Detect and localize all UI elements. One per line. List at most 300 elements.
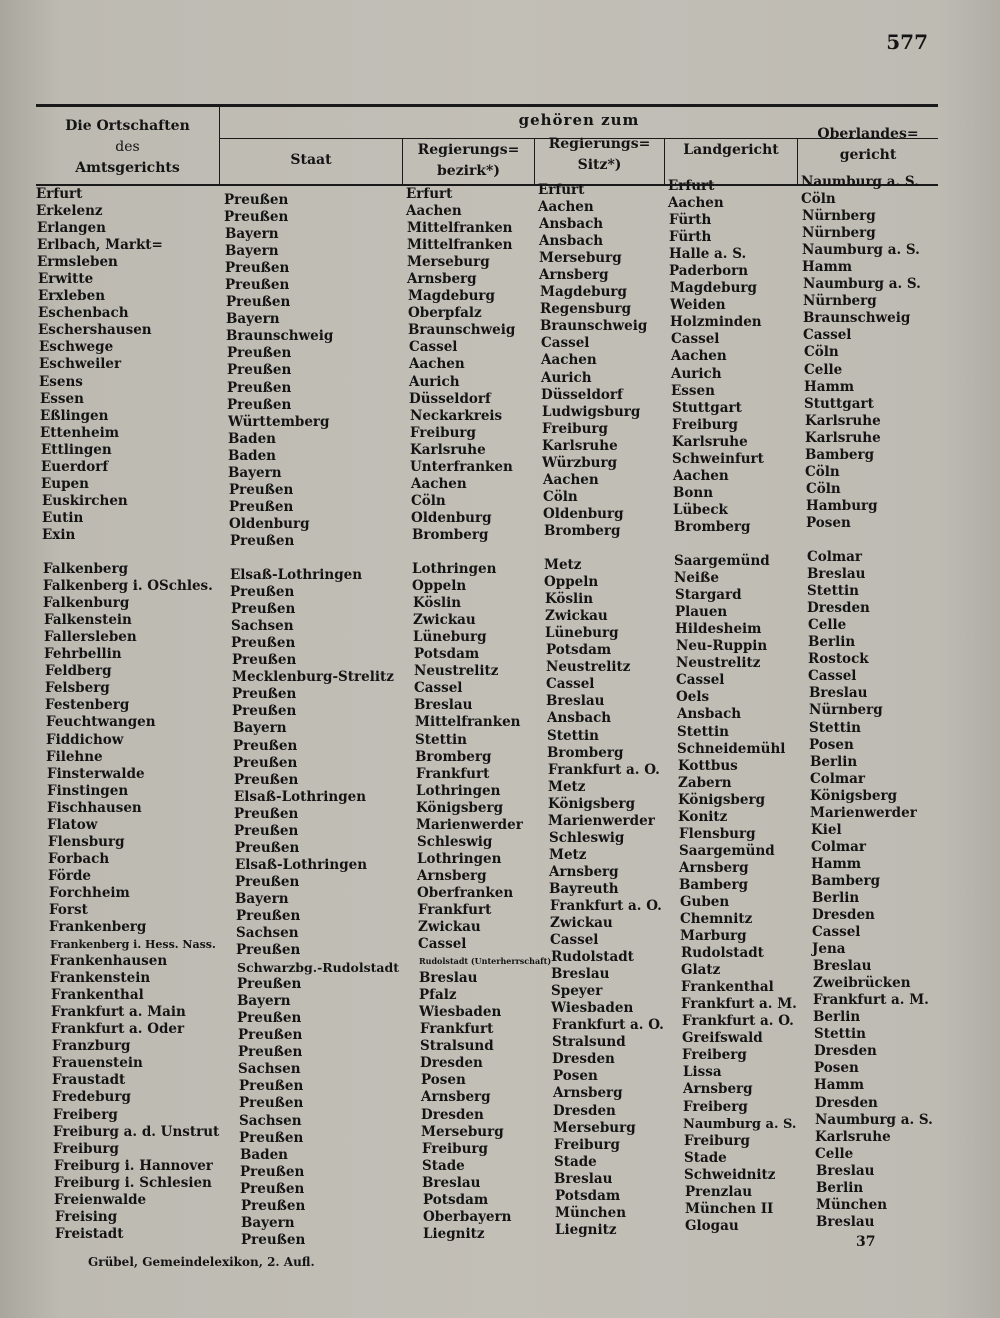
place-cell: Frankfurt a. Oder — [51, 1021, 185, 1038]
staat-cell: Preußen — [232, 686, 297, 703]
reg-sitz-cell: Köslin — [545, 591, 594, 608]
olg-cell: Zweibrücken — [813, 975, 911, 992]
reg-bezirk-cell: Merseburg — [421, 1123, 504, 1140]
olg-cell: Cassel — [812, 924, 861, 941]
reg-sitz-cell: Merseburg — [539, 250, 622, 267]
staat-cell: Bayern — [241, 1214, 295, 1231]
reg-bezirk-cell: Breslau — [414, 697, 473, 714]
reg-bezirk-cell: Karlsruhe — [410, 441, 486, 458]
landgericht-cell: Lübeck — [673, 501, 728, 518]
place-cell: Erlbach, Markt= — [37, 237, 163, 254]
reg-sitz-cell: Braunschweig — [540, 318, 648, 335]
olg-cell: Bamberg — [805, 446, 875, 463]
landgericht-cell: Konitz — [678, 808, 728, 825]
reg-sitz-cell: Stralsund — [552, 1034, 626, 1051]
reg-sitz-cell: Bromberg — [544, 522, 621, 539]
reg-bezirk-cell: Marienwerder — [416, 816, 523, 833]
place-cell: Eschenbach — [38, 305, 129, 322]
staat-cell: Preußen — [238, 1044, 303, 1061]
reg-bezirk-cell: Lothringen — [412, 561, 497, 578]
olg-cell: Hamm — [804, 378, 855, 395]
reg-bezirk-cell: Mittelfranken — [415, 714, 521, 731]
landgericht-cell: Königsberg — [678, 791, 766, 808]
olg-cell: Cassel — [803, 327, 852, 344]
header-ortschaften-line1: Die Ortschaften — [65, 118, 190, 134]
place-cell: Förde — [48, 867, 91, 884]
landgericht-cell: Stuttgart — [672, 399, 742, 416]
place-cell: Freiburg i. Hannover — [54, 1157, 213, 1174]
reg-sitz-cell: Stade — [554, 1153, 597, 1170]
landgericht-cell: München II — [685, 1200, 774, 1217]
reg-sitz-cell: Cassel — [546, 676, 595, 693]
staat-cell: Preußen — [225, 260, 290, 277]
place-cell: Eutin — [42, 509, 84, 526]
staat-cell: Bayern — [235, 890, 289, 907]
reg-bezirk-cell: Mittelfranken — [407, 220, 513, 237]
landgericht-cell: Freiberg — [682, 1047, 747, 1064]
reg-bezirk-cell: Bromberg — [415, 748, 492, 765]
reg-sitz-cell: München — [555, 1204, 627, 1221]
reg-bezirk-cell: Magdeburg — [408, 288, 495, 305]
staat-cell: Preußen — [231, 601, 296, 618]
place-cell: Felsberg — [45, 680, 110, 697]
reg-bezirk-cell: Pfalz — [419, 987, 457, 1004]
landgericht-cell: Arnsberg — [683, 1081, 753, 1098]
place-cell: Feldberg — [45, 663, 112, 680]
reg-bezirk-cell: Neckarkreis — [410, 407, 503, 424]
reg-bezirk-cell: Oberpfalz — [408, 305, 482, 322]
staat-cell: Preußen — [234, 771, 299, 788]
olg-cell: Breslau — [807, 566, 866, 583]
olg-cell: Jena — [812, 941, 846, 958]
reg-sitz-cell: Karlsruhe — [542, 437, 618, 454]
place-cell: Finsterwalde — [47, 765, 145, 782]
landgericht-cell: Arnsberg — [679, 859, 749, 876]
landgericht-cell: Fürth — [669, 229, 712, 246]
reg-bezirk-cell: Breslau — [419, 970, 478, 987]
staat-cell: Preußen — [239, 1129, 304, 1146]
olg-cell: Stettin — [807, 583, 859, 600]
reg-bezirk-cell: Erfurt — [406, 186, 453, 202]
reg-bezirk-cell: Unterfranken — [410, 458, 513, 475]
landgericht-cell: Holzminden — [670, 314, 762, 331]
reg-sitz-cell: Frankfurt a. O. — [548, 761, 660, 778]
reg-bezirk-cell: Posen — [421, 1072, 466, 1089]
place-cell: Fraustadt — [52, 1072, 126, 1089]
staat-cell: Preußen — [233, 737, 298, 754]
olg-cell: Nürnberg — [809, 702, 883, 719]
place-cell: Ettlingen — [41, 441, 112, 458]
header-landgericht: Landgericht — [683, 142, 779, 158]
staat-cell: Braunschweig — [226, 328, 334, 345]
landgericht-cell: Neiße — [674, 570, 719, 587]
landgericht-cell: Ansbach — [677, 706, 742, 723]
reg-sitz-cell: Cassel — [550, 932, 599, 949]
place-cell: Fischhausen — [47, 799, 142, 816]
reg-bezirk-cell: Köslin — [413, 595, 462, 612]
header-staat: Staat — [290, 152, 332, 168]
olg-cell: Colmar — [810, 770, 866, 787]
reg-sitz-cell: Breslau — [546, 693, 605, 710]
place-cell: Festenberg — [45, 697, 130, 714]
landgericht-cell: Frankfurt a. O. — [682, 1013, 794, 1030]
staat-cell: Preußen — [227, 379, 292, 396]
olg-cell: Dresden — [815, 1094, 878, 1111]
place-cell: Ermsleben — [37, 254, 118, 271]
reg-sitz-cell: Frankfurt a. O. — [552, 1017, 664, 1034]
landgericht-cell: Karlsruhe — [672, 433, 748, 450]
landgericht-cell: Essen — [671, 382, 715, 399]
reg-bezirk-cell: Freiburg — [422, 1140, 488, 1157]
reg-bezirk-cell: Cassel — [409, 339, 458, 356]
reg-sitz-cell: Regensburg — [540, 301, 632, 318]
landgericht-cell: Marburg — [680, 928, 747, 945]
olg-cell: Hamm — [802, 259, 853, 276]
reg-sitz-cell: Neustrelitz — [546, 659, 631, 676]
staat-cell: Baden — [240, 1146, 289, 1163]
olg-cell: Celle — [804, 361, 843, 378]
landgericht-cell: Cassel — [676, 672, 725, 689]
place-cell: Eupen — [41, 475, 89, 492]
place-cell: Eßlingen — [40, 407, 109, 424]
landgericht-cell: Bonn — [673, 484, 714, 501]
reg-sitz-cell: Ansbach — [539, 216, 604, 233]
reg-bezirk-cell: Lothringen — [417, 850, 502, 867]
header-reg-sitz — [535, 134, 664, 176]
header-olg-line1: Oberlandes= — [817, 126, 919, 142]
place-cell: Essen — [40, 390, 84, 407]
reg-sitz-cell: Aurich — [541, 369, 592, 386]
reg-sitz-cell: Aachen — [538, 199, 594, 216]
reg-bezirk-cell: Potsdam — [414, 646, 480, 663]
reg-bezirk-cell: Düsseldorf — [409, 390, 491, 407]
olg-cell: Nürnberg — [802, 225, 876, 242]
reg-sitz-cell: Königsberg — [548, 795, 636, 812]
reg-sitz-cell: Potsdam — [555, 1187, 621, 1204]
staat-cell: Bayern — [226, 311, 280, 328]
staat-cell: Bayern — [228, 464, 282, 481]
reg-sitz-cell: Potsdam — [546, 642, 612, 659]
reg-sitz-cell: Breslau — [554, 1170, 613, 1187]
reg-bezirk-cell: Zwickau — [413, 612, 476, 629]
olg-cell: Breslau — [813, 958, 872, 975]
reg-sitz-cell: Oppeln — [544, 574, 599, 591]
staat-cell: Preußen — [227, 345, 292, 362]
place-cell: Exin — [42, 526, 76, 543]
olg-cell: Celle — [815, 1145, 854, 1162]
olg-cell: Cöln — [805, 463, 840, 480]
staat-cell: Sachsen — [231, 618, 294, 635]
place-cell: Ettenheim — [40, 424, 119, 441]
landgericht-cell: Neu-Ruppin — [676, 638, 768, 655]
reg-bezirk-cell: Arnsberg — [407, 271, 477, 288]
olg-cell: Naumburg a. S. — [803, 276, 921, 293]
column-staat — [224, 192, 404, 1249]
olg-cell: Stettin — [814, 1026, 866, 1043]
olg-cell: Posen — [809, 736, 854, 753]
place-cell: Eschweiler — [39, 356, 122, 373]
staat-cell: Elsaß-Lothringen — [235, 856, 368, 873]
landgericht-cell: Weiden — [670, 297, 726, 314]
olg-cell — [801, 532, 941, 549]
landgericht-cell: Frankenthal — [681, 979, 774, 996]
reg-sitz-cell: Zwickau — [545, 608, 608, 625]
reg-sitz-cell: Posen — [553, 1068, 598, 1085]
olg-cell: Colmar — [811, 838, 867, 855]
reg-bezirk-cell: Bromberg — [412, 526, 489, 543]
header-reg-bezirk-line1: Regierungs= — [417, 142, 520, 158]
reg-sitz-cell: Dresden — [552, 1051, 615, 1068]
olg-cell: Naumburg a. S. — [801, 174, 919, 190]
staat-cell: Sachsen — [236, 925, 299, 942]
reg-bezirk-cell: Aurich — [409, 373, 460, 390]
place-cell: Erlangen — [37, 220, 106, 237]
staat-cell: Preußen — [225, 277, 290, 294]
reg-sitz-cell: Bromberg — [547, 744, 624, 761]
olg-cell: Cöln — [806, 480, 841, 497]
olg-cell: Berlin — [808, 634, 856, 651]
olg-cell: Berlin — [813, 1009, 861, 1026]
staat-cell: Preußen — [229, 498, 294, 515]
reg-bezirk-cell: Stade — [422, 1157, 465, 1174]
reg-sitz-cell: Ludwigsburg — [542, 403, 641, 420]
reg-bezirk-cell: Aachen — [409, 356, 465, 373]
staat-cell: Preußen — [227, 396, 292, 413]
landgericht-cell: Erfurt — [668, 178, 715, 194]
staat-cell: Sachsen — [239, 1112, 302, 1129]
olg-cell: Dresden — [807, 600, 870, 617]
olg-cell: Posen — [806, 514, 851, 531]
staat-cell: Preußen — [234, 822, 299, 839]
place-cell: Forchheim — [49, 884, 130, 901]
reg-bezirk-cell: Schleswig — [417, 833, 493, 850]
header-reg-bezirk-line2: bezirk*) — [437, 163, 500, 179]
place-cell: Feuchtwangen — [46, 714, 156, 731]
olg-cell: Berlin — [816, 1179, 864, 1196]
olg-cell: Breslau — [809, 685, 868, 702]
olg-cell: Berlin — [812, 889, 860, 906]
reg-bezirk-cell: Aachen — [411, 475, 467, 492]
olg-cell: Nürnberg — [803, 293, 877, 310]
reg-bezirk-cell: Stralsund — [420, 1038, 494, 1055]
place-cell: Erfurt — [36, 186, 83, 202]
reg-sitz-cell: Speyer — [551, 983, 603, 1000]
reg-bezirk-cell: Frankfurt — [420, 1021, 494, 1038]
olg-cell: Berlin — [810, 753, 858, 770]
reg-sitz-cell: Ansbach — [539, 233, 604, 250]
olg-cell: Hamm — [814, 1077, 865, 1094]
olg-cell: Dresden — [812, 907, 875, 924]
column-ortschaften — [36, 186, 220, 1243]
olg-cell: Colmar — [807, 549, 863, 566]
place-cell: Erxleben — [38, 288, 106, 305]
staat-cell: Preußen — [235, 839, 300, 856]
staat-cell: Bayern — [225, 226, 279, 243]
landgericht-cell: Greifswald — [682, 1030, 763, 1047]
reg-sitz-cell: Magdeburg — [540, 284, 627, 301]
place-cell: Filehne — [46, 748, 103, 765]
landgericht-cell: Aachen — [671, 348, 727, 365]
landgericht-cell: Naumburg a. S. — [683, 1116, 797, 1132]
reg-bezirk-cell: Potsdam — [423, 1191, 489, 1208]
olg-cell: Karlsruhe — [805, 429, 881, 446]
place-cell: Finstingen — [47, 782, 129, 799]
reg-sitz-cell: Liegnitz — [555, 1221, 617, 1238]
place-cell: Frankenhausen — [50, 953, 168, 970]
olg-cell: Posen — [814, 1060, 859, 1077]
landgericht-cell: Neustrelitz — [676, 655, 761, 672]
reg-bezirk-cell: Frankfurt — [418, 901, 492, 918]
reg-sitz-cell: Aachen — [543, 471, 599, 488]
staat-cell: Preußen — [237, 976, 302, 993]
header-reg-bezirk — [403, 140, 534, 182]
reg-sitz-cell: Düsseldorf — [541, 386, 623, 403]
place-cell: Forbach — [48, 850, 110, 867]
olg-cell: Breslau — [816, 1162, 875, 1179]
landgericht-cell: Schweinfurt — [672, 450, 764, 467]
landgericht-cell: Frankfurt a. M. — [681, 996, 797, 1013]
reg-sitz-cell: Dresden — [553, 1102, 616, 1119]
landgericht-cell: Glogau — [685, 1217, 739, 1234]
olg-cell: Nürnberg — [802, 208, 876, 225]
landgericht-cell: Lissa — [683, 1064, 722, 1081]
reg-sitz-cell: Zwickau — [550, 915, 613, 932]
staat-cell: Preußen — [224, 192, 289, 208]
reg-sitz-cell: Metz — [544, 557, 582, 574]
reg-sitz-cell: Arnsberg — [553, 1085, 623, 1102]
reg-sitz-cell: Würzburg — [542, 454, 618, 471]
staat-cell: Preußen — [233, 754, 298, 771]
reg-bezirk-cell: Oberbayern — [423, 1208, 512, 1225]
olg-cell: Stuttgart — [804, 395, 874, 412]
reg-bezirk-cell: Liegnitz — [423, 1225, 485, 1242]
place-cell: Forst — [49, 901, 88, 918]
staat-cell: Preußen — [232, 652, 297, 669]
olg-cell: Breslau — [816, 1213, 875, 1230]
place-cell: Fredeburg — [52, 1089, 131, 1106]
reg-sitz-cell: Schleswig — [549, 829, 625, 846]
place-cell: Flatow — [47, 816, 98, 833]
place-cell: Fallersleben — [44, 629, 137, 646]
reg-bezirk-cell: Cassel — [418, 936, 467, 953]
place-cell: Euerdorf — [41, 458, 109, 475]
olg-cell: Celle — [808, 617, 847, 634]
reg-bezirk-cell: Breslau — [422, 1174, 481, 1191]
landgericht-cell: Fürth — [669, 212, 712, 229]
landgericht-cell: Stargard — [675, 587, 742, 604]
landgericht-cell: Aachen — [668, 195, 724, 212]
staat-cell: Preußen — [229, 481, 294, 498]
staat-cell: Preußen — [235, 873, 300, 890]
staat-cell: Preußen — [241, 1197, 306, 1214]
reg-bezirk-cell: Königsberg — [416, 799, 504, 816]
reg-sitz-cell: Marienwerder — [548, 812, 655, 829]
olg-cell: Stettin — [809, 719, 861, 736]
place-cell: Freiburg — [53, 1140, 119, 1157]
staat-cell: Preußen — [236, 907, 301, 924]
column-reg-bezirk — [406, 186, 552, 1243]
landgericht-cell: Halle a. S. — [669, 246, 747, 263]
reg-sitz-cell: Frankfurt a. O. — [550, 897, 662, 914]
header-reg-sitz-line1: Regierungs= — [548, 136, 651, 152]
olg-cell: Kiel — [811, 821, 842, 838]
landgericht-cell: Freiburg — [684, 1132, 750, 1149]
reg-bezirk-cell: Arnsberg — [417, 867, 487, 884]
reg-bezirk-cell: Cassel — [414, 680, 463, 697]
reg-sitz-cell — [538, 540, 666, 557]
place-cell: Eschershausen — [38, 322, 152, 339]
reg-sitz-cell: Ansbach — [547, 710, 612, 727]
place-cell: Freistadt — [55, 1225, 124, 1242]
reg-bezirk-cell — [406, 544, 536, 561]
place-cell: Fehrbellin — [44, 646, 122, 663]
reg-bezirk-cell: Wiesbaden — [419, 1004, 502, 1021]
olg-cell: Dresden — [814, 1043, 877, 1060]
reg-sitz-cell: Erfurt — [538, 182, 585, 198]
place-cell: Freiberg — [53, 1106, 118, 1123]
header-gehoeren-zum: gehören zum — [518, 111, 640, 129]
reg-sitz-cell: Wiesbaden — [551, 1000, 634, 1017]
place-cell — [36, 544, 220, 561]
reg-bezirk-cell: Neustrelitz — [414, 663, 499, 680]
staat-cell: Preußen — [240, 1163, 305, 1180]
place-cell: Falkenberg i. OSchles. — [43, 578, 213, 595]
staat-cell: Preußen — [232, 703, 297, 720]
staat-cell: Preußen — [234, 805, 299, 822]
place-cell: Euskirchen — [42, 492, 128, 509]
header-reg-sitz-line2: Sitz*) — [577, 157, 622, 173]
landgericht-cell: Freiberg — [683, 1098, 748, 1115]
olg-cell: München — [816, 1196, 888, 1213]
staat-cell: Baden — [228, 430, 277, 447]
staat-cell: Preußen — [241, 1231, 306, 1248]
olg-cell: Hamburg — [806, 497, 878, 514]
landgericht-cell: Flensburg — [679, 825, 756, 842]
place-cell: Freienwalde — [54, 1191, 147, 1208]
staat-cell: Preußen — [239, 1095, 304, 1112]
place-cell: Frankenberg i. Hess. Nass. — [50, 938, 216, 952]
reg-sitz-cell: Stettin — [547, 727, 599, 744]
landgericht-cell: Prenzlau — [685, 1183, 753, 1200]
reg-sitz-cell: Merseburg — [553, 1119, 636, 1136]
reg-sitz-cell: Freiburg — [554, 1136, 620, 1153]
reg-sitz-cell: Cassel — [541, 335, 590, 352]
landgericht-cell: Paderborn — [669, 263, 749, 280]
place-cell: Frankenthal — [51, 987, 144, 1004]
column-reg-sitz — [538, 182, 666, 1239]
landgericht-cell: Oels — [676, 689, 710, 706]
reg-bezirk-cell: Lüneburg — [413, 629, 487, 646]
olg-cell: Naumburg a. S. — [802, 242, 920, 259]
staat-cell: Württemberg — [228, 413, 330, 430]
place-cell: Frankenstein — [50, 970, 151, 987]
staat-cell: Baden — [228, 447, 277, 464]
header-ortschaften-line2: des — [115, 139, 140, 155]
landgericht-cell: Glatz — [681, 962, 721, 979]
olg-cell: Bamberg — [811, 872, 881, 889]
landgericht-cell: Schweidnitz — [684, 1166, 776, 1183]
olg-cell: Karlsruhe — [815, 1128, 891, 1145]
staat-cell: Preußen — [230, 584, 295, 601]
landgericht-cell: Saargemünd — [679, 842, 775, 859]
staat-cell: Preußen — [240, 1180, 305, 1197]
landgericht-cell: Bamberg — [679, 876, 749, 893]
landgericht-cell: Stettin — [677, 723, 729, 740]
staat-cell: Preußen — [230, 532, 295, 549]
place-cell: Falkenstein — [44, 612, 132, 629]
staat-cell: Mecklenburg-Strelitz — [232, 669, 394, 686]
staat-cell: Preußen — [237, 1010, 302, 1027]
